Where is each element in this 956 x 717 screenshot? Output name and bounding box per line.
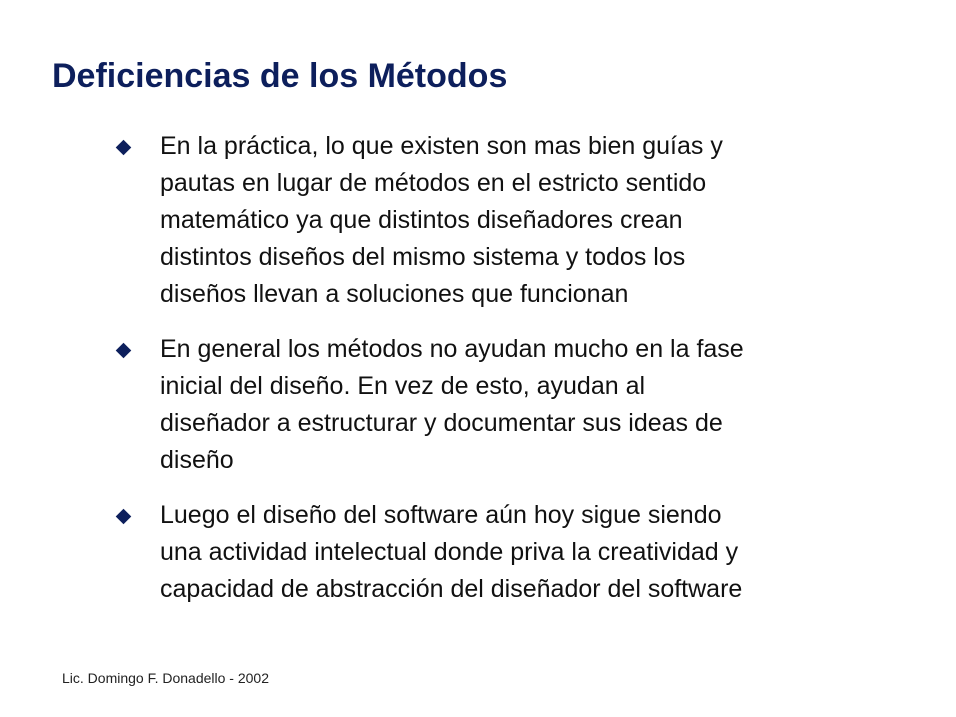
diamond-bullet-icon bbox=[116, 509, 132, 525]
bullet-line: diseñador a estructurar y documentar sus ideas de bbox=[160, 409, 723, 437]
bullet-item bbox=[116, 497, 916, 608]
bullet-item bbox=[116, 128, 916, 313]
bullet-line: En la práctica, lo que existen son mas bien guías y bbox=[160, 132, 723, 160]
bullet-text bbox=[160, 128, 916, 313]
bullet-line: diseño bbox=[160, 446, 234, 474]
bullet-line: una actividad intelectual donde priva la creatividad y bbox=[160, 538, 739, 566]
bullet-line: diseños llevan a soluciones que funcionan bbox=[160, 280, 629, 308]
footer-credit: Lic. Domingo F. Donadello - 2002 bbox=[62, 670, 270, 686]
bullet-line: pautas en lugar de métodos en el estricto sentido bbox=[160, 169, 707, 197]
bullet-line: Luego el diseño del software aún hoy sigue siendo bbox=[160, 501, 722, 529]
bullet-line: matemático ya que distintos diseñadores crean bbox=[160, 206, 683, 234]
bullet-line: En general los métodos no ayudan mucho en la fase bbox=[160, 335, 744, 363]
bullet-list bbox=[116, 128, 916, 626]
bullet-item bbox=[116, 331, 916, 479]
diamond-bullet-icon bbox=[116, 140, 132, 156]
bullet-line: distintos diseños del mismo sistema y todos los bbox=[160, 243, 686, 271]
bullet-text bbox=[160, 331, 916, 479]
slide-title: Deficiencias de los Métodos bbox=[52, 57, 508, 95]
diamond-bullet-icon bbox=[116, 343, 132, 359]
bullet-line: capacidad de abstracción del diseñador del software bbox=[160, 575, 743, 603]
bullet-line: inicial del diseño. En vez de esto, ayudan al bbox=[160, 372, 646, 400]
bullet-text bbox=[160, 497, 916, 608]
